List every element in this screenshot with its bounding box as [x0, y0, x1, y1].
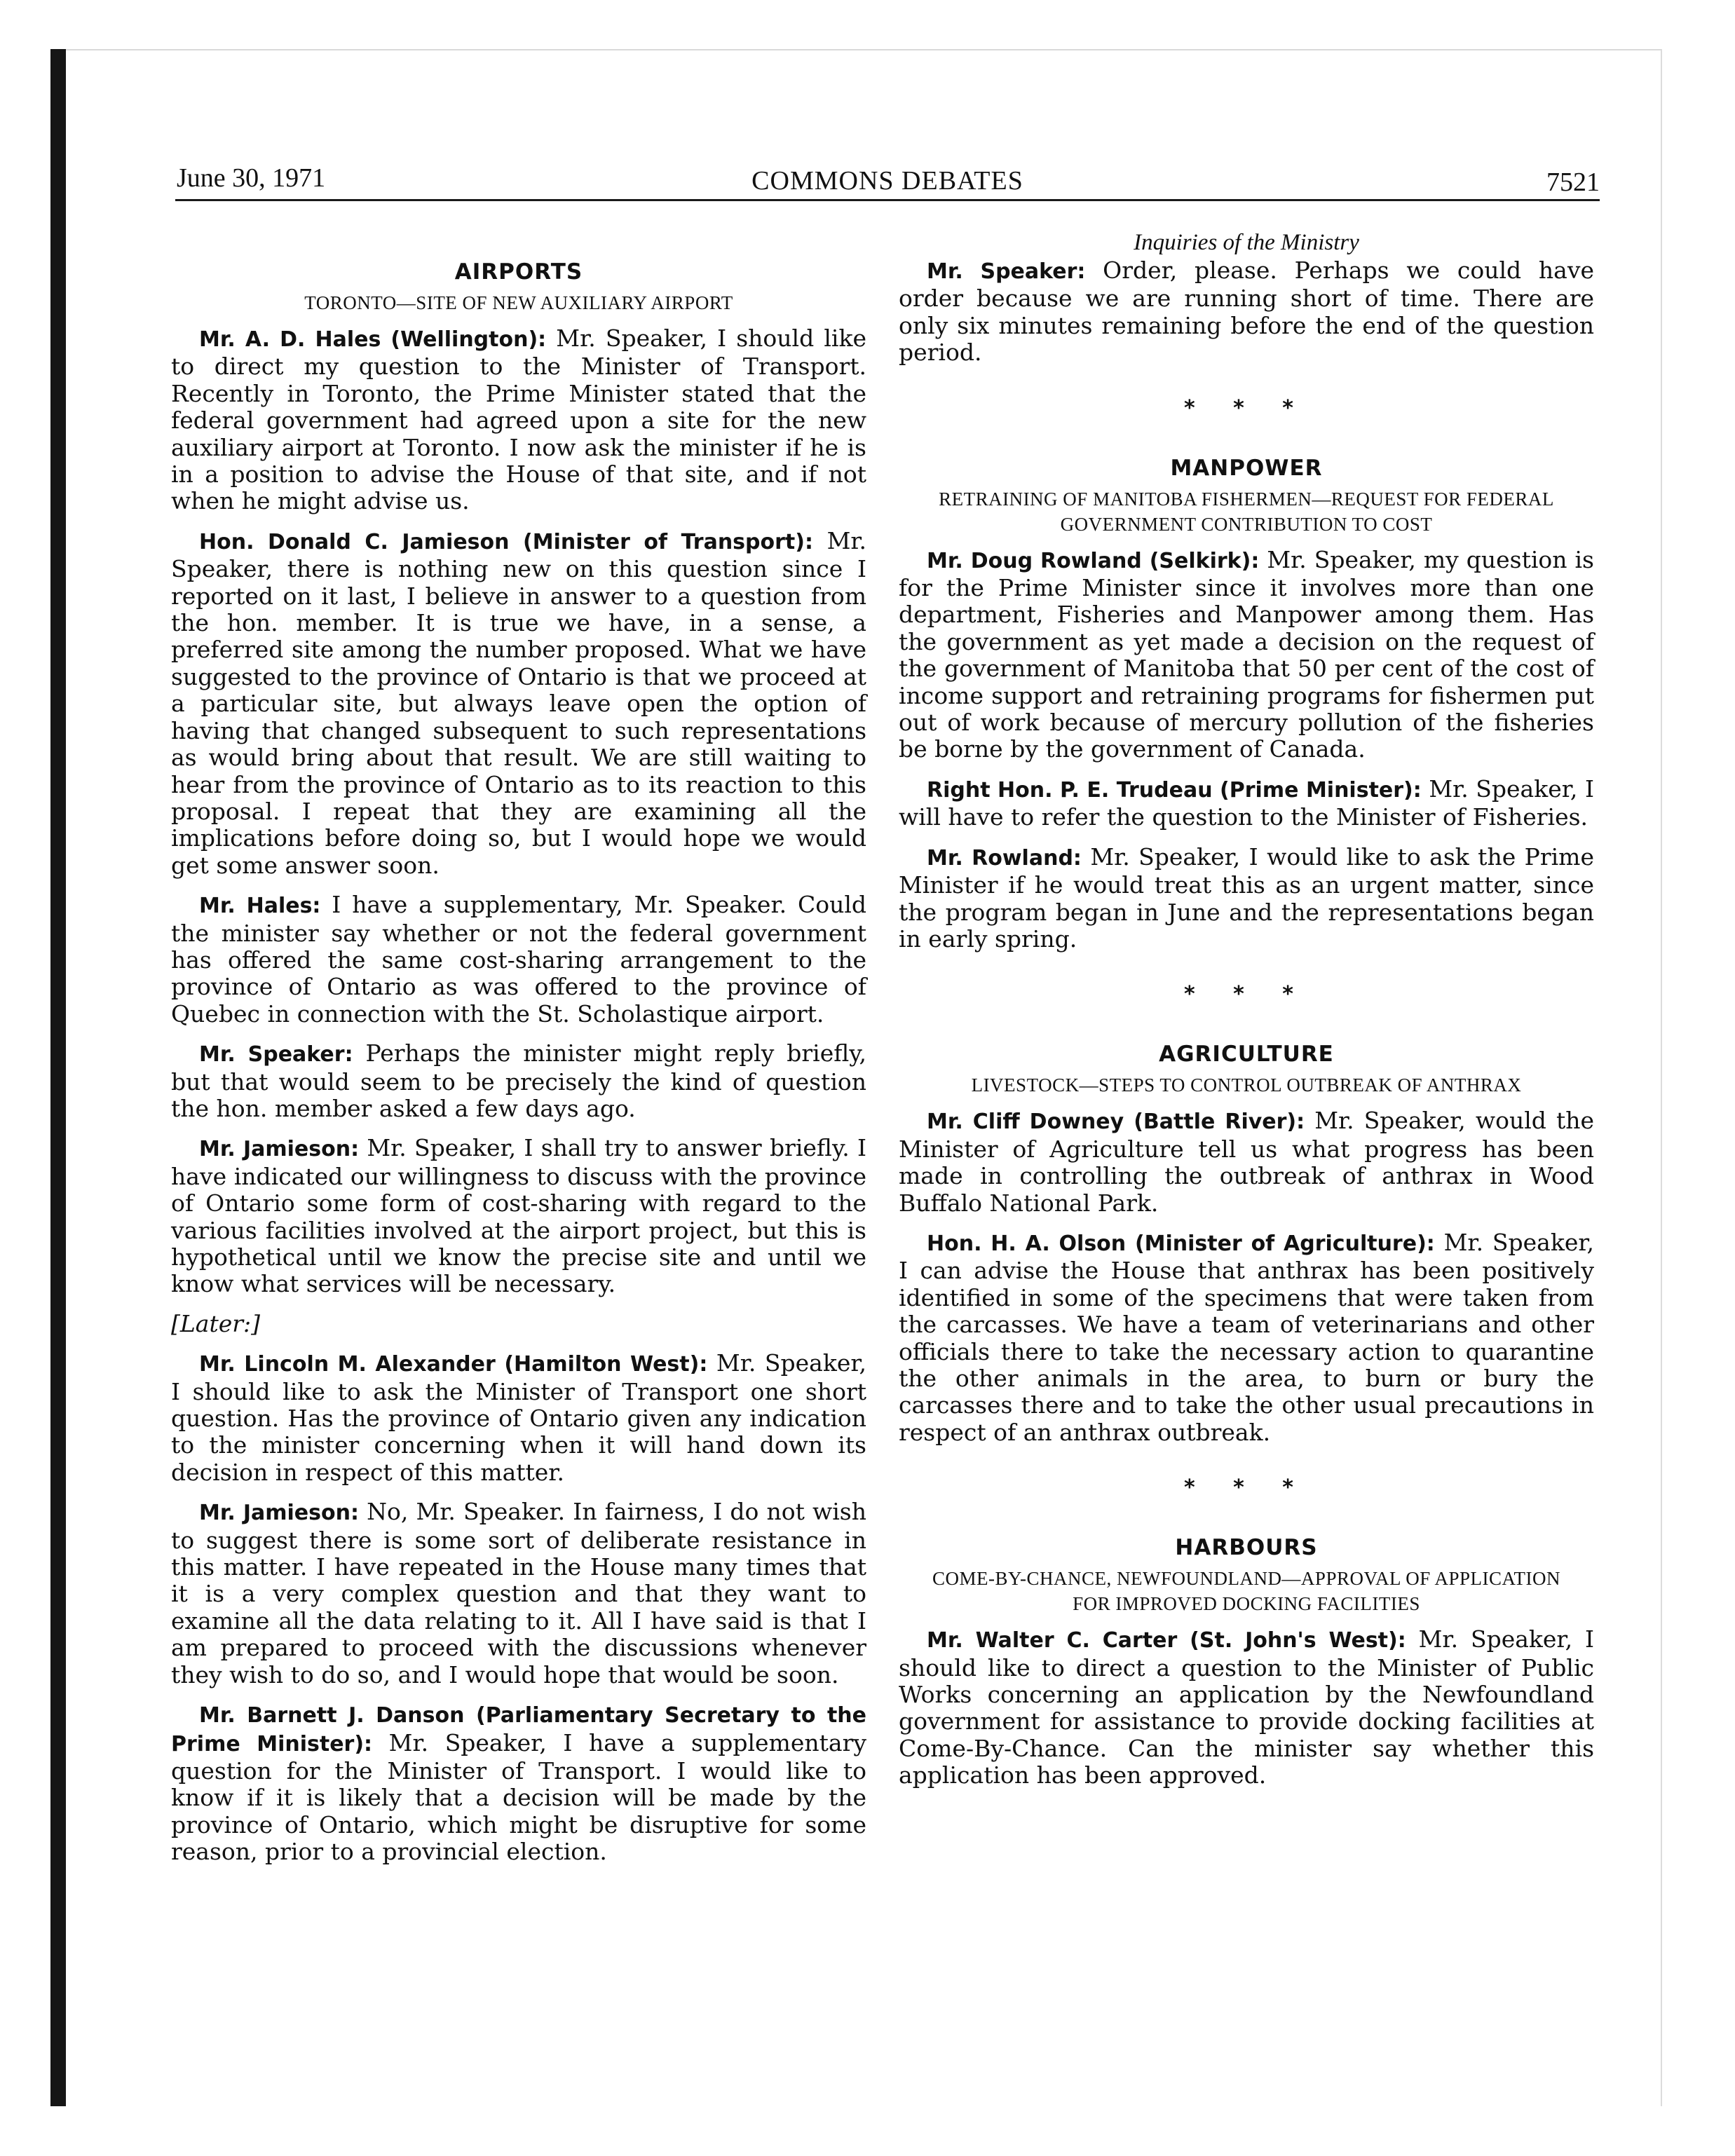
- speech-text: Mr. Speaker, I should like to ask the Minister of Transport one short question. Has the province of Ontario given any indication to the minister concerning when it will hand down its decision in respect of this matter.: [171, 1349, 866, 1486]
- scan-edge: [50, 49, 66, 2106]
- subsection-heading: TORONTO—SITE OF NEW AUXILIARY AIRPORT: [304, 292, 733, 313]
- speaker-name: Mr. Speaker:: [927, 259, 1086, 284]
- right-column: [899, 217, 1594, 1802]
- section-heading: MANPOWER: [1170, 455, 1323, 481]
- speech-paragraph: [899, 547, 1594, 763]
- speech-paragraph: [171, 325, 866, 515]
- speech-text: Mr. Speaker, I should like to direct a question to the Minister of Public Works concerning an application by the Newfoundland government for assistance to provide docking facilities at Come-By-Chance. Can the minister say whether this application has been approved.: [899, 1625, 1594, 1789]
- section-heading: AGRICULTURE: [1159, 1042, 1334, 1067]
- subsection-heading: RETRAINING OF MANITOBA FISHERMEN—REQUEST FOR FEDERAL GOVERNMENT CONTRIBUTION TO COST: [939, 488, 1554, 535]
- speaker-name: Mr. Jamieson:: [199, 1137, 360, 1162]
- speech-paragraph: [899, 1229, 1594, 1446]
- later-note: [171, 1311, 866, 1337]
- header-page-number: 7521: [1546, 168, 1600, 197]
- speech-paragraph: [171, 1350, 866, 1486]
- speech-text: Mr. Speaker, I can advise the House that anthrax has been positively identified in some of the specimens that were taken from the carcasses. We have a team of veterinarians and other officials there to take the necessary action to quarantine the other animals in the area, to burn or bury the carcasses there and to take the other usual precautions in respect of an anthrax outbreak.: [899, 1228, 1594, 1446]
- speech-text: Order, please. Perhaps we could have order because we are running short of time. There are only six minutes remaining before the end of the question period.: [899, 257, 1594, 367]
- speech-paragraph: [899, 844, 1594, 953]
- speech-paragraph: [171, 1040, 866, 1122]
- header-date: June 30, 1971: [177, 163, 326, 193]
- speech-text: Mr. Speaker, I have a supplementary question for the Minister of Transport. I would like to know if it is likely that a decision will be made by the province of Ontario, which might be disruptive for some reason, prior to a provincial election.: [171, 1728, 866, 1866]
- speech-paragraph: [171, 528, 866, 879]
- speaker-name: Mr. Speaker:: [199, 1042, 353, 1067]
- speaker-name: Mr. Barnett J. Danson (Parliamentary Secretary to the Prime Minister):: [171, 1703, 866, 1756]
- speech-paragraph: [171, 1499, 866, 1688]
- section-heading: HARBOURS: [1175, 1535, 1318, 1561]
- page-header: [175, 163, 1600, 201]
- separator-stars: * * *: [1184, 1475, 1309, 1501]
- speaker-name: Mr. Doug Rowland (Selkirk):: [927, 548, 1260, 573]
- speech-paragraph: [899, 257, 1594, 367]
- separator-stars: * * *: [1184, 982, 1309, 1007]
- speech-text: Mr. Speaker, I would like to ask the Prime Minister if he would treat this as an urgent matter, since the program began in June and the representations began in early spring.: [899, 842, 1594, 953]
- speech-text: No, Mr. Speaker. In fairness, I do not wish to suggest there is some sort of deliberate resistance in this matter. I have repeated in the House many times that it is a very complex question and that they want to examine all the data relating to it. All I have said is that I am prepared to proceed with the discussions whenever they wish to do so, and I would hope that would be soon.: [171, 1498, 866, 1688]
- running-head: Inquiries of the Ministry: [1134, 230, 1359, 255]
- speaker-name: Mr. Hales:: [199, 894, 321, 919]
- speech-text: Mr. Speaker, there is nothing new on this question since I reported on it last, I believe in answer to a question from the hon. member. It is true we have, in a sense, a preferred site among the number proposed. What we have suggested to the province of Ontario is that we proceed at a particular site, but always leave open the option of having that changed subsequent to such representations as would bring about that result. We are still waiting to hear from the province of Ontario as to its reaction to this proposal. I repeat that they are examining all the implications before doing so, but I would hope we would get some answer soon.: [171, 526, 867, 879]
- speech-paragraph: [899, 1626, 1594, 1789]
- speech-text: Mr. Speaker, my question is for the Prime Minister since it involves more than one department, Fisheries and Manpower among them. Has the government as yet made a decision on the request of the government of Manitoba that 50 per cent of the cost of income support and retraining programs for fishermen put out of work because of mercury pollution of the fisheries be borne by the government of Canada.: [899, 545, 1594, 763]
- speech-paragraph: [899, 776, 1594, 831]
- speech-text: I have a supplementary, Mr. Speaker. Could the minister say whether or not the federal government has offered the same cost-sharing arrangement to the province of Ontario as was offered to the province of Quebec in connection with the St. Scholastique airport.: [171, 891, 867, 1028]
- header-title: COMMONS DEBATES: [751, 166, 1023, 196]
- speaker-name: Mr. Cliff Downey (Battle River):: [927, 1110, 1305, 1135]
- speaker-name: Mr. Rowland:: [927, 845, 1082, 871]
- subsection-heading: LIVESTOCK—STEPS TO CONTROL OUTBREAK OF ANTHRAX: [971, 1074, 1522, 1096]
- speech-paragraph: [171, 1135, 866, 1297]
- left-column: [171, 217, 866, 1878]
- speaker-name: Mr. Jamieson:: [199, 1501, 359, 1526]
- speech-text: Perhaps the minister might reply briefly, but that would seem to be precisely the kind of question the hon. member asked a few days ago.: [171, 1039, 866, 1122]
- speech-text: Mr. Speaker, I shall try to answer briefly. I have indicated our willingness to discuss with the province of Ontario some form of cost-sharing with regard to the various facilities involved at the airport project, but this is hypothetical until we know the precise site and until we know what services will be necessary.: [171, 1134, 866, 1298]
- speech-paragraph: [899, 1107, 1594, 1217]
- speech-text: Mr. Speaker, would the Minister of Agriculture tell us what progress has been made in controlling the outbreak of anthrax in Wood Buffalo National Park.: [899, 1107, 1595, 1217]
- speech-text: Mr. Speaker, I will have to refer the question to the Minister of Fisheries.: [899, 775, 1594, 831]
- speech-text: [Later:]: [171, 1309, 261, 1337]
- speech-paragraph: [171, 1701, 866, 1865]
- speaker-name: Mr. Walter C. Carter (St. John's West):: [927, 1628, 1406, 1653]
- section-heading: AIRPORTS: [454, 259, 583, 285]
- speaker-name: Hon. H. A. Olson (Minister of Agriculture):: [927, 1231, 1435, 1256]
- speech-paragraph: [171, 892, 866, 1028]
- separator-stars: * * *: [1184, 395, 1309, 421]
- subsection-heading: COME-BY-CHANCE, NEWFOUNDLAND—APPROVAL OF APPLICATION FOR IMPROVED DOCKING FACILITIES: [932, 1568, 1561, 1615]
- speaker-name: Mr. A. D. Hales (Wellington):: [199, 327, 547, 352]
- speaker-name: Mr. Lincoln M. Alexander (Hamilton West):: [199, 1352, 708, 1377]
- speech-text: Mr. Speaker, I should like to direct my question to the Minister of Transport. Recently in Toronto, the Prime Minister stated that the federal government had agreed upon a site for the new auxiliary airport at Toronto. I now ask the minister if he is in a position to advise the House of that site, and if not when he might advise us.: [171, 325, 866, 515]
- speaker-name: Right Hon. P. E. Trudeau (Prime Minister):: [927, 777, 1422, 803]
- speaker-name: Hon. Donald C. Jamieson (Minister of Transport):: [199, 529, 813, 554]
